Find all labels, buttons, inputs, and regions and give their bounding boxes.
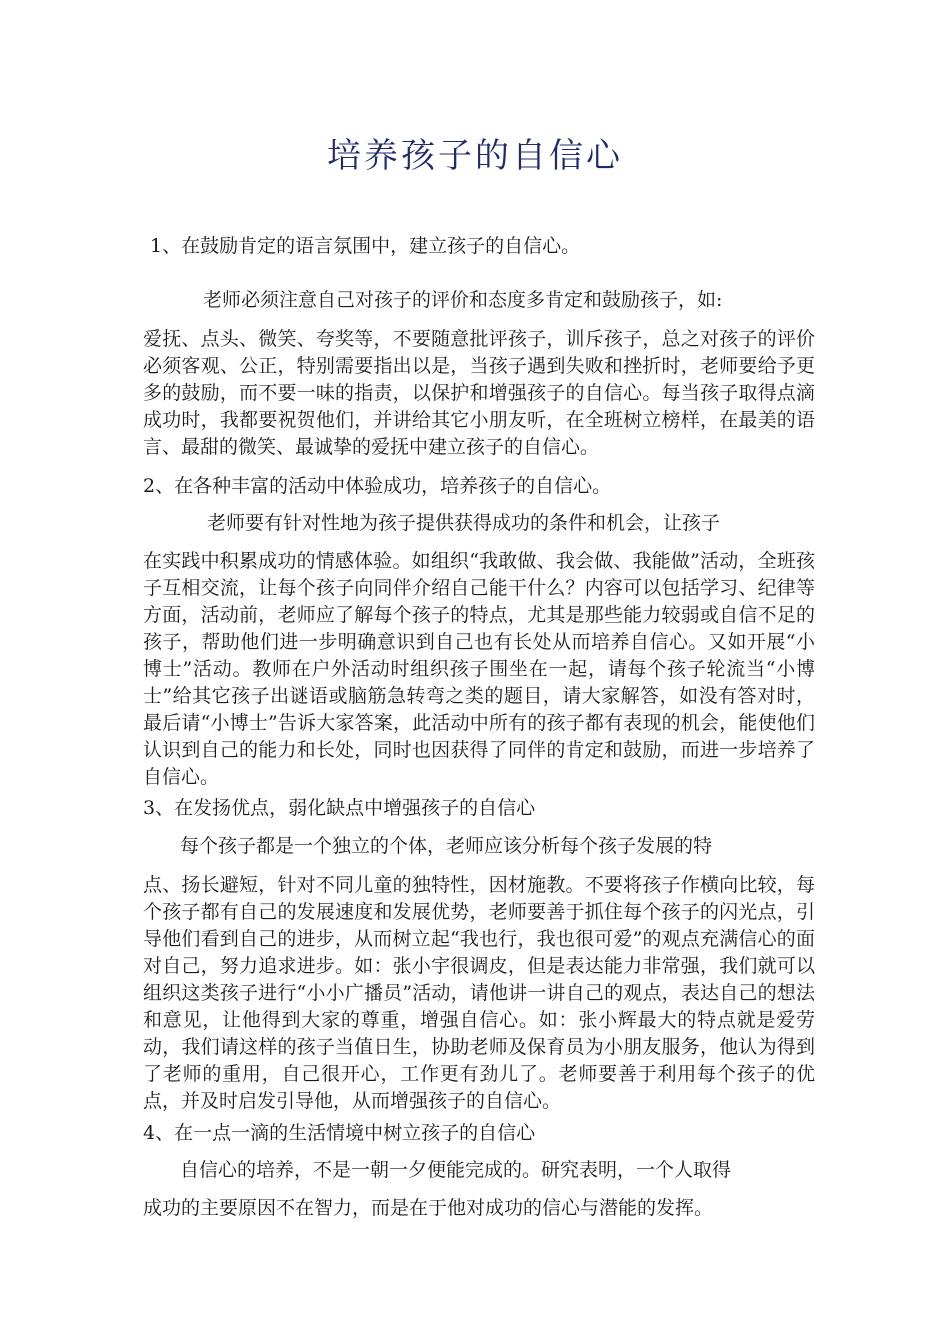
section-4-lead: 自信心的培养，不是一朝一夕便能完成的。研究表明，一个人取得 (180, 1159, 732, 1181)
section-1-lead: 老师必须注意自己对孩子的评价和态度多肯定和鼓励孩子，如: (203, 289, 723, 311)
section-3-lead: 每个孩子都是一个独立的个体，老师应该分析每个孩子发展的特 (180, 835, 713, 857)
section-3-heading: 3、在发扬优点，弱化缺点中增强孩子的自信心 (143, 797, 536, 819)
section-2-heading: 2、在各种丰富的活动中体验成功，培养孩子的自信心。 (143, 475, 612, 497)
section-3-body: 点、扬长避短，针对不同儿童的独特性，因材施教。不要将孩子作横向比较，每个孩子都有自己的发展速度和发展优势，老师要善于抓住每个孩子的闪光点，引导他们看到自己的进步，从而树立起“我也行，我也很可爱”的观点充满信心的面对自己，努力追求进步。如：张小宇很调皮，但是表达能力非常强，我们就可以组织这类孩子进行“小小广播员”活动，请他讲一讲自己的观点，表达自己的想法和意见，让他得到大家的尊重，增强自信心。如：张小辉最大的特点就是爱劳动，我们请这样的孩子当值日生，协助老师及保育员为小朋友服务，他认为得到了老师的重用，自己很开心，工作更有劲儿了。老师要善于利用每个孩子的优点，并及时启发引导他，从而增强孩子的自信心。 (143, 874, 815, 1112)
section-1-heading: 1、在鼓励肯定的语言氛围中，建立孩子的自信心。 (150, 235, 581, 257)
section-1-body: 爱抚、点头、微笑、夸奖等，不要随意批评孩子，训斥孩子，总之对孩子的评价必须客观、公正，特别需要指出以是，当孩子遇到失败和挫折时，老师要给予更多的鼓励，而不要一味的指责，以保护和增强孩子的自信心。每当孩子取得点滴成功时，我都要祝贺他们，并讲给其它小朋友听，在全班树立榜样，在最美的语言、最甜的微笑、最诚挚的爱抚中建立孩子的自信心。 (143, 328, 815, 458)
section-4-heading: 4、在一点一滴的生活情境中树立孩子的自信心 (143, 1122, 536, 1144)
page-title: 培养孩子的自信心 (327, 136, 623, 176)
section-4-body: 成功的主要原因不在智力，而是在于他对成功的信心与潜能的发挥。 (143, 1197, 714, 1219)
section-2-body: 在实践中积累成功的情感体验。如组织“我敢做、我会做、我能做”活动，全班孩子互相交流，让每个孩子向同伴介绍自己能干什么？内容可以包括学习、纪律等方面，活动前，老师应了解每个孩子的特点，尤其是那些能力较弱或自信不足的孩子，帮助他们进一步明确意识到自己也有长处从而培养自信心。又如开展“小博士”活动。教师在户外活动时组织孩子围坐在一起，请每个孩子轮流当“小博士”给其它孩子出谜语或脑筋急转弯之类的题目，请大家解答，如没有答对时，最后请“小博士”告诉大家答案，此活动中所有的孩子都有表现的机会，能使他们认识到自己的能力和长处，同时也因获得了同伴的肯定和鼓励，而进一步培养了自信心。 (143, 550, 815, 788)
section-2-lead: 老师要有针对性地为孩子提供获得成功的条件和机会，让孩子 (207, 512, 721, 534)
